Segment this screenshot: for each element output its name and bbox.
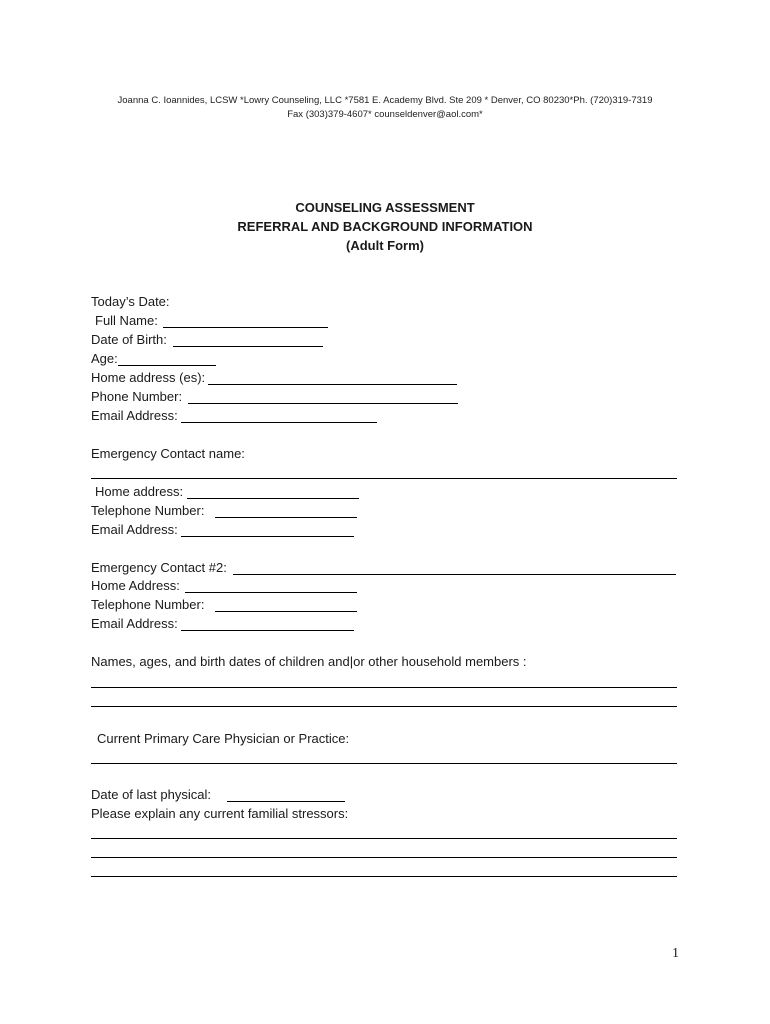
emergency-contact-name-field[interactable] (91, 478, 677, 479)
last-physical-label: Date of last physical: (91, 787, 211, 802)
household-members-line-1[interactable] (91, 687, 677, 688)
todays-date-label: Today’s Date: (91, 294, 170, 309)
age-field[interactable] (118, 365, 216, 366)
emergency-2-home-address-label: Home Address: (91, 578, 180, 593)
familial-stressors-line-1[interactable] (91, 838, 677, 839)
date-of-birth-label: Date of Birth: (91, 332, 167, 347)
email-address-field[interactable] (181, 422, 377, 423)
familial-stressors-line-2[interactable] (91, 857, 677, 858)
full-name-label: Full Name: (95, 313, 158, 328)
emergency-contact-label: Emergency Contact name: (91, 446, 245, 461)
letterhead-line-1: Joanna C. Ioannides, LCSW *Lowry Counseling, LLC *7581 E. Academy Blvd. Ste 209 * Denver, CO 80230*Ph. (720)319-7319 (117, 95, 653, 106)
emergency-2-email-label: Email Address: (91, 616, 178, 631)
phone-number-label: Phone Number: (91, 389, 183, 404)
emergency-telephone-label: Telephone Number: (91, 503, 205, 518)
emergency-home-address-field[interactable] (187, 498, 359, 499)
phone-number-field[interactable] (188, 403, 458, 404)
emergency-contact-2-field[interactable] (233, 574, 676, 575)
familial-stressors-line-3[interactable] (91, 876, 677, 877)
emergency-email-label: Email Address: (91, 522, 178, 537)
physician-label: Current Primary Care Physician or Practice: (97, 731, 350, 746)
emergency-2-home-address-field[interactable] (185, 592, 357, 593)
home-address-field[interactable] (208, 384, 457, 385)
emergency-contact-2-label: Emergency Contact #2: (91, 560, 227, 575)
emergency-home-address-label: Home address: (95, 484, 184, 499)
form-subtitle: REFERRAL AND BACKGROUND INFORMATION (237, 219, 533, 234)
emergency-telephone-field[interactable] (215, 517, 357, 518)
familial-stressors-label: Please explain any current familial stressors: (91, 806, 349, 821)
emergency-2-telephone-label: Telephone Number: (91, 597, 205, 612)
page-number: 1 (672, 946, 679, 961)
form-variant: (Adult Form) (346, 238, 424, 253)
last-physical-field[interactable] (227, 801, 345, 802)
household-members-line-2[interactable] (91, 706, 677, 707)
emergency-email-field[interactable] (181, 536, 354, 537)
emergency-2-telephone-field[interactable] (215, 611, 357, 612)
household-members-label: Names, ages, and birth dates of children and|or other household members : (91, 654, 527, 669)
physician-field[interactable] (91, 763, 677, 764)
date-of-birth-field[interactable] (173, 346, 323, 347)
form-title: COUNSELING ASSESSMENT (295, 200, 475, 215)
letterhead-line-2: Fax (303)379-4607* counseldenver@aol.com* (287, 109, 483, 120)
age-label: Age: (91, 351, 118, 366)
full-name-field[interactable] (163, 327, 328, 328)
emergency-2-email-field[interactable] (181, 630, 354, 631)
email-address-label: Email Address: (91, 408, 178, 423)
home-address-label: Home address (es): (91, 370, 206, 385)
